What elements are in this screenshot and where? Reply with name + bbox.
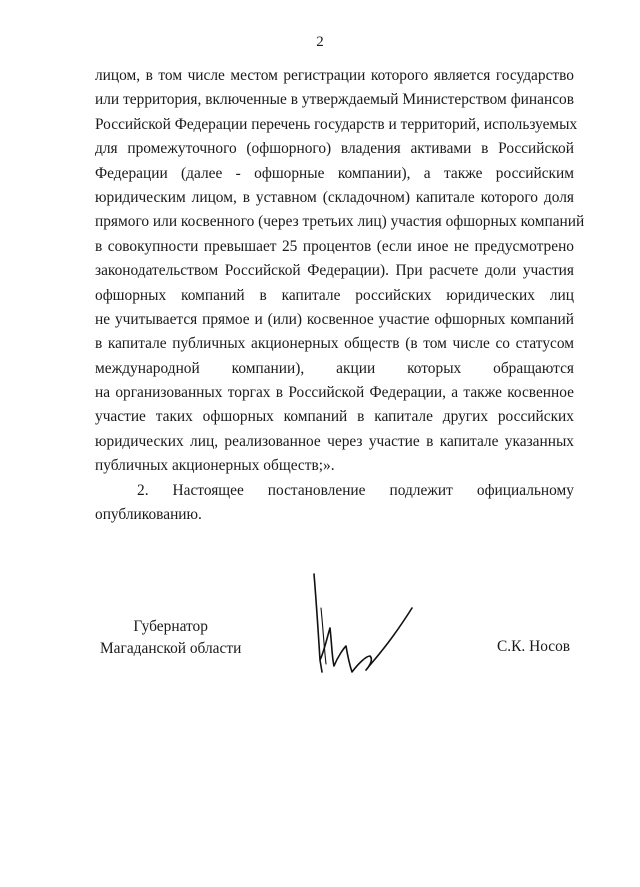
paragraph-2-line: опубликованию. (95, 506, 202, 524)
body-line: не учитывается прямое и (или) косвенное участие офшорных компаний (95, 310, 574, 328)
signatory-title-line-1: Губернатор (133, 618, 208, 635)
signatory-name: С.К. Носов (497, 638, 571, 655)
body-line: юридическим лицом, в уставном (складочном) капитале которого доля (95, 188, 574, 206)
body-line: прямого или косвенного (через третьих лиц) участия офшорных компаний (95, 213, 585, 231)
signatory-title-line-2: Магаданской области (100, 640, 242, 657)
body-line: законодательством Российской Федерации). При расчете доли участия (95, 262, 574, 280)
handwritten-signature (308, 568, 418, 678)
signatory-title (100, 616, 241, 660)
body-line: Федерации (далее - офшорные компании), а также российским (95, 164, 574, 182)
body-line: в капитале публичных акционерных обществ (в том числе со статусом (95, 335, 574, 353)
document-body (95, 64, 585, 527)
paragraph-2-line: 2. Настоящее постановление подлежит официальному (137, 481, 574, 499)
body-line: лицом, в том числе местом регистрации которого является государство (95, 67, 574, 84)
body-line: участие таких офшорных компаний в капитале других российских (95, 408, 574, 426)
body-line: в совокупности превышает 25 процентов (если иное не предусмотрено (95, 237, 574, 255)
body-line: Российской Федерации перечень государств и территорий, используемых (95, 115, 578, 133)
page-number: 2 (316, 34, 324, 50)
body-line: на организованных торгах в Российской Федерации, а также косвенное (95, 384, 574, 402)
body-line: публичных акционерных обществ;». (95, 457, 335, 475)
body-line: или территория, включенные в утверждаемый Министерством финансов (95, 91, 574, 109)
body-line: для промежуточного (офшорного) владения активами в Российской (95, 140, 574, 158)
body-line: международной компании), акции которых обращаются (95, 359, 574, 377)
body-line: офшорных компаний в капитале российских юридических лиц (95, 286, 574, 304)
body-line: юридических лиц, реализованное через участие в капитале указанных (95, 432, 574, 450)
